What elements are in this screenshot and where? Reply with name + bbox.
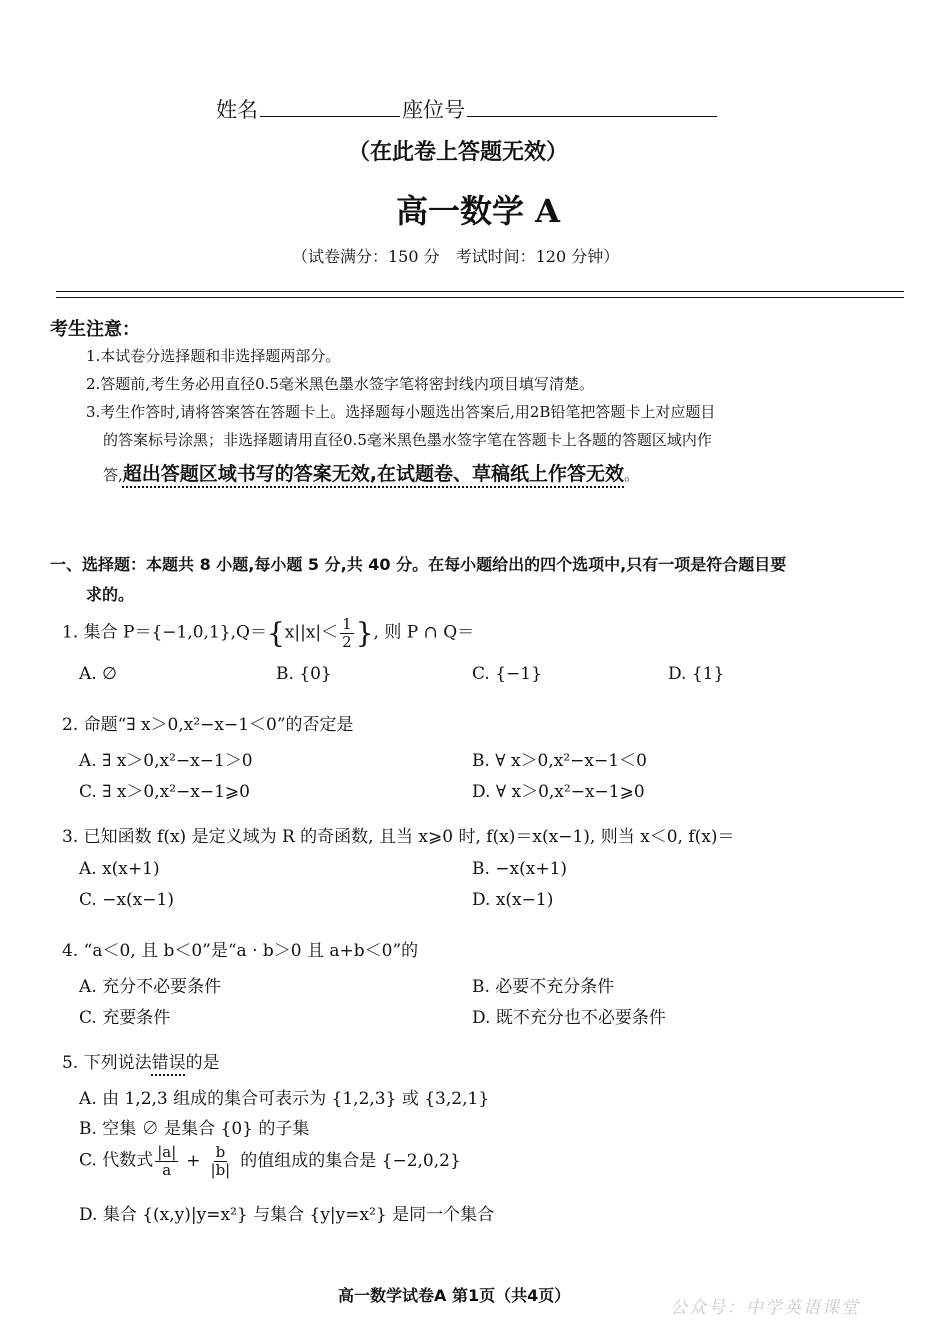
q1-set-inner: x||x|＜	[284, 622, 339, 643]
seat-label: 座位号	[402, 98, 465, 122]
q1-stem-a: 1. 集合 P＝{−1,0,1},Q＝	[62, 622, 267, 643]
q5-fraction-2	[209, 1144, 233, 1178]
watermark: 公众号：中学英语课堂	[670, 1298, 860, 1318]
q3-option-b: B. −x(x+1)	[472, 859, 568, 879]
q1-fraction	[340, 616, 354, 650]
q3-option-c: C. −x(x−1)	[79, 890, 174, 910]
notice-item-3: 3.考生作答时,请将答案答在答题卡上。选择题每小题选出答案后,用2B铅笔把答题卡上对应题目	[86, 403, 716, 421]
question-2-stem: 2. 命题“∃ x＞0,x²−x−1＜0”的否定是	[62, 715, 354, 735]
q5-optc-a: C. 代数式	[79, 1150, 154, 1171]
q2-option-d: D. ∀ x＞0,x²−x−1⩾0	[472, 782, 645, 802]
section-heading: 一、选择题：本题共 8 小题,每小题 5 分,共 40 分。在每小题给出的四个选项中,只有一项是符合题目要	[50, 555, 787, 574]
header-rule-top	[56, 291, 904, 292]
q5-option-d: D. 集合 {(x,y)|y=x²} 与集合 {y|y=x²} 是同一个集合	[79, 1205, 495, 1225]
q5-frac1-num: |a|	[157, 1143, 177, 1161]
notice-item-3-line3	[103, 459, 639, 486]
q2-option-a: A. ∃ x＞0,x²−x−1＞0	[79, 751, 253, 771]
q3-option-d: D. x(x−1)	[472, 890, 554, 910]
notice-item-3-line2: 的答案标号涂黑；非选择题请用直径0.5毫米黑色墨水签字笔在答题卡上各题的答题区域内作	[103, 431, 712, 449]
q5-optc-plus: +	[186, 1150, 201, 1171]
name-seat-line	[216, 94, 719, 124]
q5-option-a: A. 由 1,2,3 组成的集合可表示为 {1,2,3} 或 {3,2,1}	[79, 1089, 490, 1109]
notice-line3-end: 。	[624, 466, 640, 484]
notice-item-2: 2.答题前,考生务必用直径0.5毫米黑色墨水签字笔将密封线内项目填写清楚。	[86, 375, 594, 393]
notice-heading: 考生注意：	[50, 319, 140, 340]
q4-option-c: C. 充要条件	[79, 1008, 171, 1028]
question-1-stem	[62, 616, 474, 650]
q3-option-a: A. x(x+1)	[79, 859, 160, 879]
page-title: 高一数学 A	[396, 192, 560, 230]
q1-brace-open: {	[266, 616, 285, 650]
q5-frac2-num: b	[215, 1143, 226, 1161]
q1-option-c: C. {−1}	[472, 664, 542, 684]
notice-item-1: 1.本试卷分选择题和非选择题两部分。	[86, 347, 341, 365]
q5-stem-emphasis: 错误	[151, 1053, 186, 1073]
notice-emphasis: 超出答题区域书写的答案无效,在试题卷、草稿纸上作答无效	[122, 463, 625, 485]
question-4-stem: 4. “a＜0, 且 b＜0”是“a · b＞0 且 a+b＜0”的	[62, 941, 419, 961]
q2-option-b: B. ∀ x＞0,x²−x−1＜0	[472, 751, 647, 771]
page-footer: 高一数学试卷A 第1页（共4页）	[338, 1286, 571, 1305]
q5-optc-b: 的值组成的集合是 {−2,0,2}	[240, 1150, 461, 1171]
q1-frac-num: 1	[342, 615, 352, 633]
q4-option-b: B. 必要不充分条件	[472, 977, 615, 997]
q5-option-b: B. 空集 ∅ 是集合 {0} 的子集	[79, 1119, 310, 1139]
question-3-stem: 3. 已知函数 f(x) 是定义域为 R 的奇函数, 且当 x⩾0 时, f(x)＝x(x−1), 则当 x＜0, f(x)＝	[62, 827, 735, 847]
q5-frac1-den: a	[162, 1160, 172, 1179]
header-rule-bottom	[56, 297, 904, 298]
q1-brace-close: }	[355, 616, 374, 650]
q1-option-d: D. {1}	[668, 664, 725, 684]
q1-option-b: B. {0}	[276, 664, 332, 684]
question-5-stem	[62, 1048, 220, 1073]
q5-option-c	[79, 1144, 461, 1178]
q2-option-c: C. ∃ x＞0,x²−x−1⩾0	[79, 782, 250, 802]
seat-blank	[467, 96, 717, 117]
q5-fraction-1	[155, 1144, 178, 1178]
q1-frac-den: 2	[342, 632, 352, 651]
name-label: 姓名	[216, 98, 258, 122]
notice-line3-prefix: 答,	[103, 466, 123, 484]
q5-stem-a: 5. 下列说法	[62, 1053, 152, 1073]
q5-frac2-den: |b|	[210, 1160, 231, 1179]
name-blank	[260, 96, 400, 117]
section-heading-cont: 求的。	[86, 585, 135, 604]
exam-info: （试卷满分：150 分 考试时间：120 分钟）	[292, 247, 620, 266]
q4-option-a: A. 充分不必要条件	[79, 977, 222, 997]
q4-option-d: D. 既不充分也不必要条件	[472, 1008, 666, 1028]
q5-stem-b: 的是	[185, 1053, 220, 1073]
invalid-note: （在此卷上答题无效）	[348, 140, 569, 165]
q1-stem-b: , 则 P ∩ Q＝	[373, 622, 475, 643]
q1-option-a: A. ∅	[79, 664, 117, 684]
